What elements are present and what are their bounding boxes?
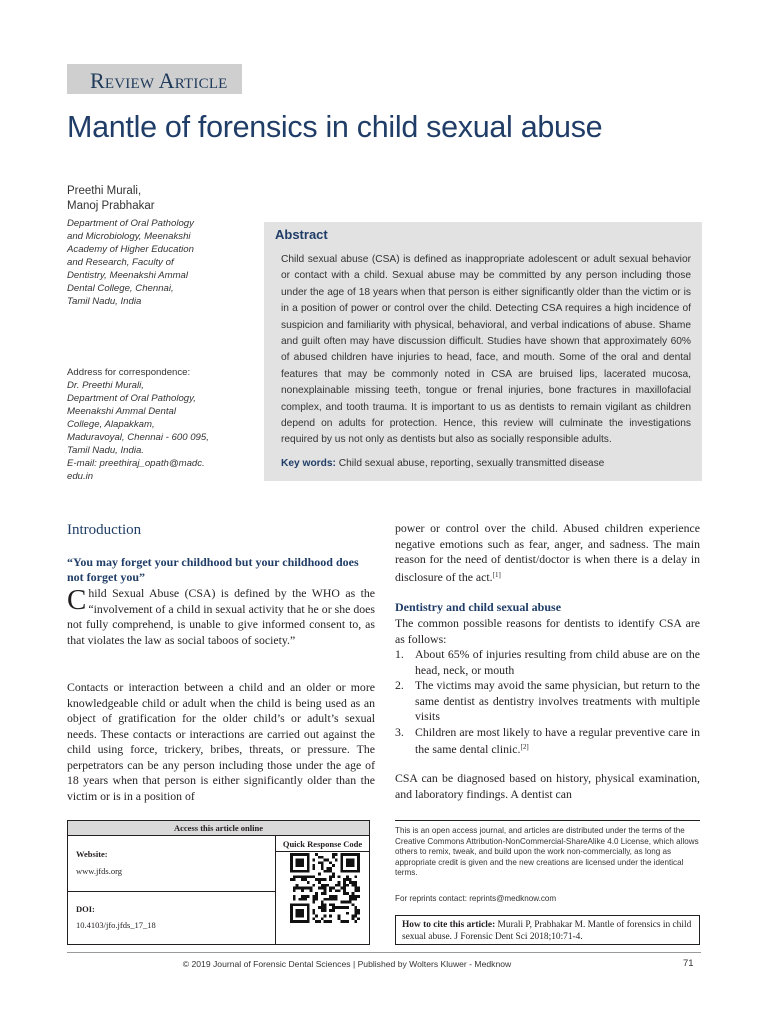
- qr-code-icon[interactable]: [290, 853, 360, 923]
- epigraph-quote: “You may forget your childhood but your childhood does not forget you”: [67, 555, 359, 584]
- access-online-box: [67, 820, 370, 945]
- box-divider: [275, 836, 276, 944]
- paragraph-text: power or control over the child. Abused children experience negative emotions such as fear, anger, and sadness. The main reason for the need of dentist/doctor is when there is a delay in disclosure of the act.: [395, 521, 700, 584]
- license-text: This is an open access journal, and articles are distributed under the terms of the Creative Commons Attribution-NonCommercial-ShareAlike 4.0 License, which allows others to remix, tweak, and build upon the work non-commercially, as long as appropriate credit is given and the new creations are licensed under the identical terms.: [395, 826, 699, 877]
- section-heading-introduction: Introduction: [67, 522, 142, 538]
- dentistry-lead: The common possible reasons for dentists to identify CSA are as follows:: [395, 616, 700, 646]
- list-item-text: Children are most likely to have a regular preventive care in the same dental clinic.: [415, 724, 700, 756]
- website-label: Website:: [76, 849, 108, 859]
- doi-label: DOI:: [76, 904, 95, 914]
- access-box-heading: Access this article online: [68, 821, 369, 836]
- intro-paragraph-continued: [395, 521, 700, 585]
- article-title: Mantle of forensics in child sexual abuse: [67, 110, 603, 144]
- list-number: 1.: [395, 647, 404, 661]
- keywords-label: Key words:: [281, 458, 336, 469]
- abstract-box: [264, 222, 702, 481]
- qr-heading: Quick Response Code: [276, 837, 369, 852]
- article-type-label: Review Article: [90, 68, 228, 93]
- list-item: [395, 678, 700, 725]
- citation-box: [395, 915, 700, 945]
- affiliation: Department of Oral Pathology and Microbiology, Meenakshi Academy of Higher Education and Research, Faculty of Dentistry, Meenakshi Ammal Dental College, Chennai, Tamil Nadu, India: [67, 218, 194, 307]
- footer-divider: [67, 952, 701, 953]
- keywords-text: Child sexual abuse, reporting, sexually transmitted disease: [338, 458, 605, 469]
- journal-footer: © 2019 Journal of Forensic Dental Sciences | Published by Wolters Kluwer - Medknow: [182, 959, 512, 969]
- dentistry-paragraph: CSA can be diagnosed based on history, physical examination, and laboratory findings. A dentist can: [395, 771, 700, 801]
- author-name: Preethi Murali,: [67, 185, 142, 197]
- citation-label: How to cite this article:: [402, 920, 496, 930]
- author-list: [67, 184, 155, 214]
- correspondence-heading: Address for correspondence:: [67, 367, 191, 378]
- author-name: Manoj Prabhakar: [67, 200, 155, 212]
- website-link[interactable]: www.jfds.org: [76, 866, 123, 876]
- keywords: [281, 458, 696, 469]
- list-item-text: The victims may avoid the same physician, but return to the same dentist as dentistry involves treatments with multiple visits: [415, 678, 700, 723]
- doi-link[interactable]: 10.4103/jfo.jfds_17_18: [76, 920, 156, 930]
- abstract-heading: Abstract: [275, 227, 328, 242]
- intro-paragraph: Contacts or interaction between a child and an older or more knowledgeable child or adult when the child is being used as an object of gratification for the older child’s or adult’s sexual needs. These contacts or interactions are carried out against the child using force, trickery, bribes, threats, or pressure. The perpetrators can be any person including those under the age of 18 years when that person is either significantly older than the victim or is in a position of: [67, 680, 375, 803]
- reference-marker[interactable]: [2]: [520, 743, 529, 751]
- drop-cap: C: [67, 584, 87, 616]
- abstract-body: Child sexual abuse (CSA) is defined as inappropriate adolescent or adult sexual behavior or contact with a child. Sexual abuse may be committed by any person including those under the age of 18 years when that person is either significantly older than the victim or is in a position of power or control over the child. Detecting CSA requires a high incidence of suspicion and familiarity with physical, behavioral, and verbal indications of abuse. Shame and guilt often may have discussion difficult. Studies have shown that approximately 60% of abused children have injuries to head, face, and mouth. Some of the oral and dental features that may be commonly noted in CSA are bruised lips, lacerated mucosa, nonexplainable missing teeth, tongue or frenal injuries, bone fractures in maxillofacial complex, and tooth trauma. It is important to us as dentists to remain vigilant as children depend on adults for protection. Hence, this review will culminate the investigations required by us not only as dentists but also as socially responsible adults.: [281, 254, 691, 446]
- license-block: [395, 820, 700, 877]
- reasons-list: [395, 647, 700, 758]
- article-type-badge: [67, 64, 242, 94]
- box-divider: [68, 891, 275, 892]
- list-number: 3.: [395, 724, 404, 739]
- correspondence-address: Dr. Preethi Murali, Department of Oral Pathology, Meenakshi Ammal Dental College, Alapakkam, Maduravoyal, Chennai - 600 095, Tamil Nadu, India. E-mail: preethiraj_opath@madc. edu.in: [67, 380, 209, 482]
- list-item: [395, 647, 700, 678]
- list-item: [395, 725, 700, 758]
- intro-paragraph: [67, 586, 375, 648]
- section-heading-dentistry: Dentistry and child sexual abuse: [395, 600, 562, 614]
- citation-text: Murali P, Prabhakar M. Mantle of forensics in child sexual abuse. J Forensic Dent Sci 2018;10:71-4.: [402, 920, 692, 942]
- intro-paragraph-text: hild Sexual Abuse (CSA) is defined by the WHO as the “involvement of a child in sexual activity that he or she does not fully comprehend, is unable to give informed consent to, as that violates the law as social taboos of society.”: [67, 586, 375, 647]
- page-number: 71: [683, 958, 694, 969]
- list-item-text: About 65% of injuries resulting from child abuse are on the head, neck, or mouth: [415, 647, 700, 677]
- reference-marker[interactable]: [1]: [492, 570, 501, 579]
- reprints-contact: For reprints contact: reprints@medknow.com: [395, 894, 557, 903]
- list-number: 2.: [395, 678, 404, 692]
